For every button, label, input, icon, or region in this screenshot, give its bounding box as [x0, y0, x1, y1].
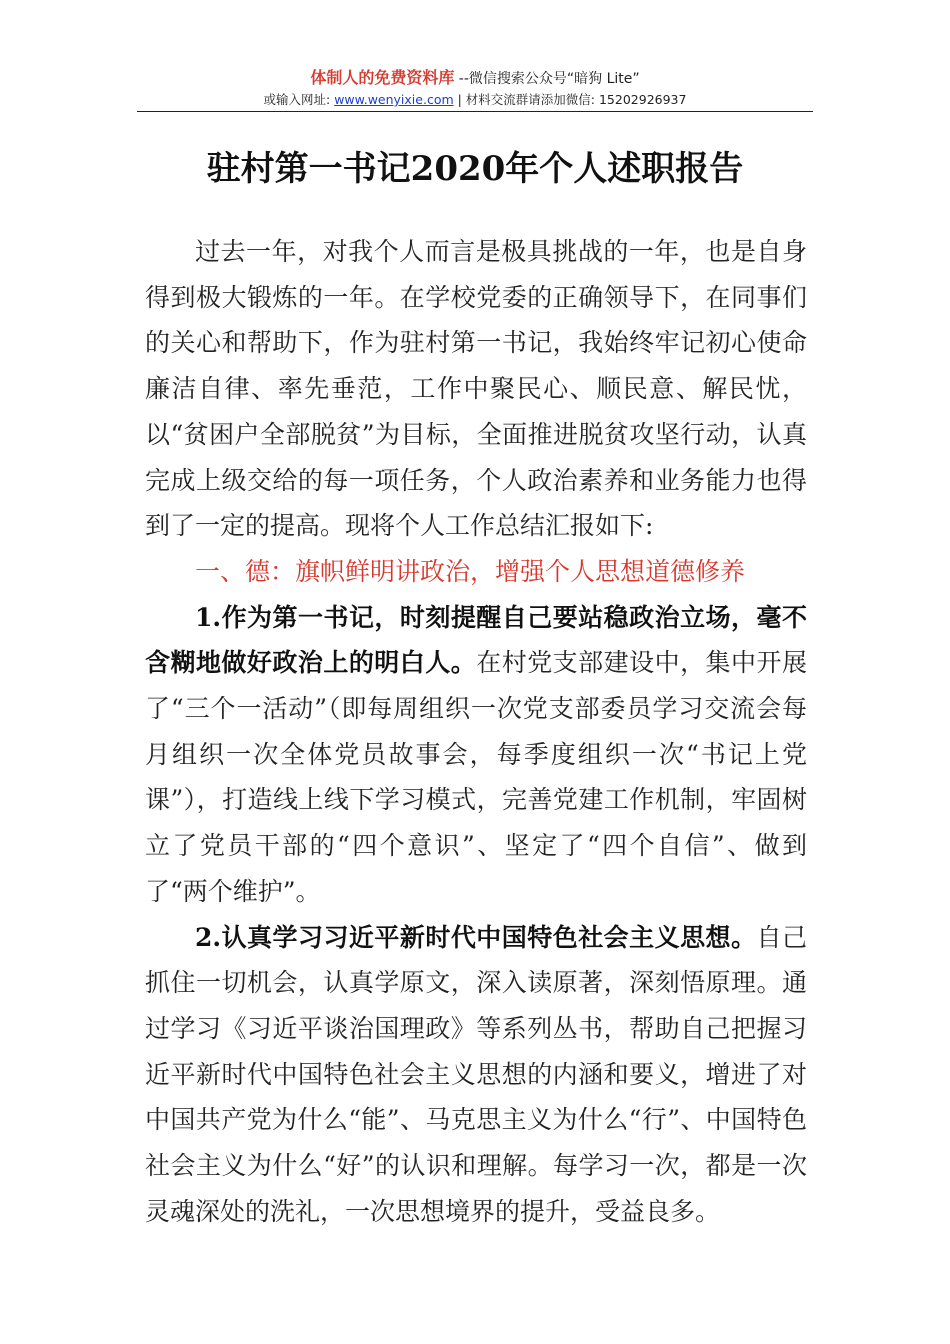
header-site-link[interactable]: www.wenyixie.com [334, 92, 454, 107]
item-1-body: 在村党支部建设中，集中开展了“三个一活动”（即每周组织一次党支部委员学习交流会每月组织一次全体党员故事会，每季度组织一次“书记上党课”），打造线上线下学习模式，完善党建工作机制，牢固树立了党员干部的“四个意识”、坚定了“四个自信”、做到了“两个维护”。 [145, 648, 807, 906]
header-tagline: --微信搜索公众号“暗狗 Lite” [454, 71, 640, 87]
header-divider [137, 111, 813, 112]
header-promo-line [137, 68, 813, 89]
header-contact-line [137, 91, 813, 109]
section-heading: 一、德：旗帜鲜明讲政治，增强个人思想道德修养 [195, 556, 746, 586]
intro-paragraph: 过去一年，对我个人而言是极具挑战的一年，也是自身得到极大锻炼的一年。在学校党委的正确领导下，在同事们的关心和帮助下，作为驻村第一书记，我始终牢记初心使命廉洁自律、率先垂范，工作中聚民心、顺民意、解民忧，以“贫困户全部脱贫”为目标，全面推进脱贫攻坚行动，认真完成上级交给的每一项任务，个人政治素养和业务能力也得到了一定的提高。现将个人工作总结汇报如下: [145, 237, 807, 541]
page-header [137, 68, 813, 109]
item-1-lead: 1.作为第一书记，时刻提醒自己要站稳政治立场，毫不含糊地做好政治上的明白人。 [145, 602, 807, 678]
header-brand: 体制人的免费资料库 [310, 68, 455, 87]
item-2-lead: 2.认真学习习近平新时代中国特色社会主义思想。 [195, 922, 757, 952]
document-title: 驻村第一书记2020年个人述职报告 [206, 149, 744, 189]
header-contact: | 材料交流群请添加微信: 15202926937 [453, 92, 687, 107]
item-paragraph-1 [145, 595, 807, 915]
header-site-prefix: 或输入网址: [263, 92, 335, 107]
item-paragraph-2 [145, 915, 807, 1235]
item-2-body: 自己抓住一切机会，认真学原文，深入读原著，深刻悟原理。通过学习《习近平谈治国理政》等系列丛书，帮助自己把握习近平新时代中国特色社会主义思想的内涵和要义，增进了对中国共产党为什么“能”、马克思主义为什么“行”、中国特色社会主义为什么“好”的认识和理解。每学习一次，都是一次灵魂深处的洗礼，一次思想境界的提升，受益良多。 [145, 922, 807, 1226]
document-body [145, 229, 807, 1234]
